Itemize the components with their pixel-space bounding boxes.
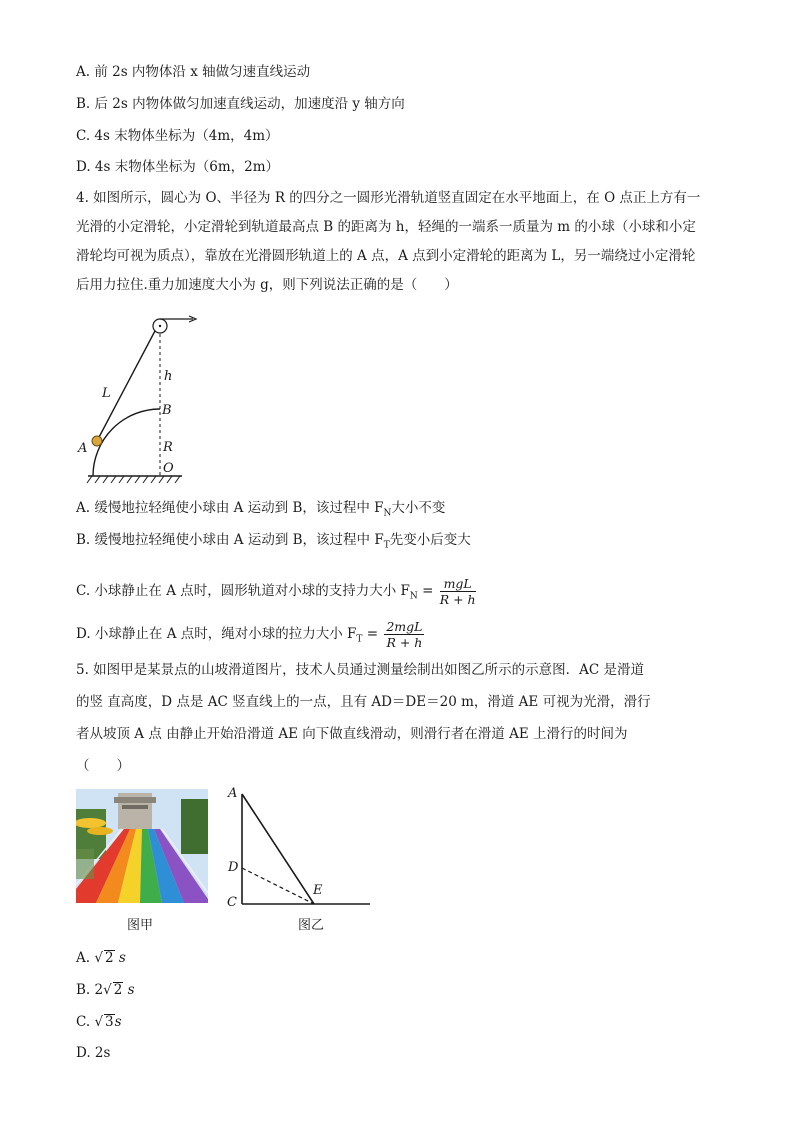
radicand: 2 [113,982,123,998]
q4-stem-line: 后用力拉住.重力加速度大小为 g，则下列说法正确的是（ ） [76,277,458,293]
q4-option-a-text: A. 缓慢地拉轻绳使小球由 A 运动到 B，该过程中 F [76,500,384,516]
sqrt-sign: √ [94,950,103,966]
equals: = [362,626,379,642]
q5-option-c [76,1012,122,1032]
unit: s [123,982,135,998]
unit: s [114,1014,122,1030]
sqrt-sign: √ [103,982,112,998]
equals: = [417,583,434,599]
q5-triangle-figure [236,786,376,910]
q4-stem-line: 滑轮均可视为质点），靠放在光滑圆形轨道上的 A 点，A 点到小定滑轮的距离为 L，另一端绕过小定滑轮 [76,248,696,264]
subscript: T [356,634,363,645]
q5-stem-line: 者从坡顶 A 点 由静止开始沿滑道 AE 向下做直线滑动，则滑行者在滑道 AE 上滑行的时间为 [76,726,628,742]
q5-option-a [76,948,126,968]
label-L: L [102,386,111,401]
numerator: 2mgL [386,619,423,634]
q4-stem-line: 光滑的小定滑轮，小定滑轮到轨道最高点 B 的距离为 h，轻绳的一端系一质量为 m 的小球（小球和小定 [76,219,696,235]
q4-option-d-text: D. 小球静止在 A 点时，绳对小球的拉力大小 F [76,626,357,642]
label-B: B [162,403,172,418]
q4-option-b [76,530,471,556]
caption-figure-b: 图乙 [298,918,325,933]
unit: s [114,950,126,966]
label-C: C [227,895,237,910]
caption-figure-a: 图甲 [127,918,154,933]
subscript: T [383,540,390,551]
label-A: A [78,441,88,456]
radicand: 2 [104,950,114,966]
q5-stem-line: 5. 如图甲是某景点的山坡滑道图片，技术人员通过测量绘制出如图乙所示的示意图．AC 是滑道 [76,662,645,678]
q5-stem-line: （ ） [76,758,130,774]
q4-stem [76,184,716,300]
q4-option-a [76,498,445,524]
label-R: R [163,440,173,455]
q4-option-d [76,619,424,650]
label-O: O [163,461,174,476]
q5-stem-line: 的竖 直高度，D 点是 AC 竖直线上的一点，且有 AD＝DE＝20 m，滑道 AE 可视为光滑，滑行 [76,694,651,710]
numerator: mgL [440,576,476,592]
fraction [384,619,424,650]
q5-option-d: D. 2s [76,1045,111,1061]
q3-option-d: D. 4s 末物体坐标为（6m，2m） [76,159,280,175]
sqrt-sign: √ [94,1014,104,1030]
q4-pulley-figure [70,312,210,487]
q5-option-c-text: C. [76,1014,95,1030]
q4-option-c [76,576,476,607]
denominator: R + h [439,592,476,607]
q5-option-b-text: B. 2 [76,982,104,998]
q3-option-c: C. 4s 末物体坐标为（4m，4m） [76,128,279,144]
fraction [440,576,476,607]
q4-option-a-tail: 大小不变 [391,500,446,516]
q5-stem [76,654,716,782]
radicand: 3 [105,1014,114,1030]
q5-option-b [76,980,135,1000]
q4-option-c-text: C. 小球静止在 A 点时，圆形轨道对小球的支持力大小 F [76,583,410,599]
q4-stem-line: 4. 如图所示，圆心为 O、半径为 R 的四分之一圆形光滑轨道竖直固定在水平地面上，在 O 点正上方有一 [76,190,701,206]
subscript: N [383,508,392,519]
label-E: E [313,883,323,898]
denominator: R + h [386,635,423,650]
q5-option-a-text: A. [76,950,95,966]
label-D: D [228,860,239,875]
label-A: A [228,786,238,801]
subscript: N [409,591,418,602]
q4-option-b-tail: 先变小后变大 [389,532,471,548]
water-slide-photo [76,789,208,903]
q3-option-b: B. 后 2s 内物体做匀加速直线运动，加速度沿 y 轴方向 [76,96,405,112]
label-h: h [164,369,173,384]
q4-option-b-text: B. 缓慢地拉轻绳使小球由 A 运动到 B，该过程中 F [76,532,384,548]
q3-option-a: A. 前 2s 内物体沿 x 轴做匀速直线运动 [76,64,311,80]
